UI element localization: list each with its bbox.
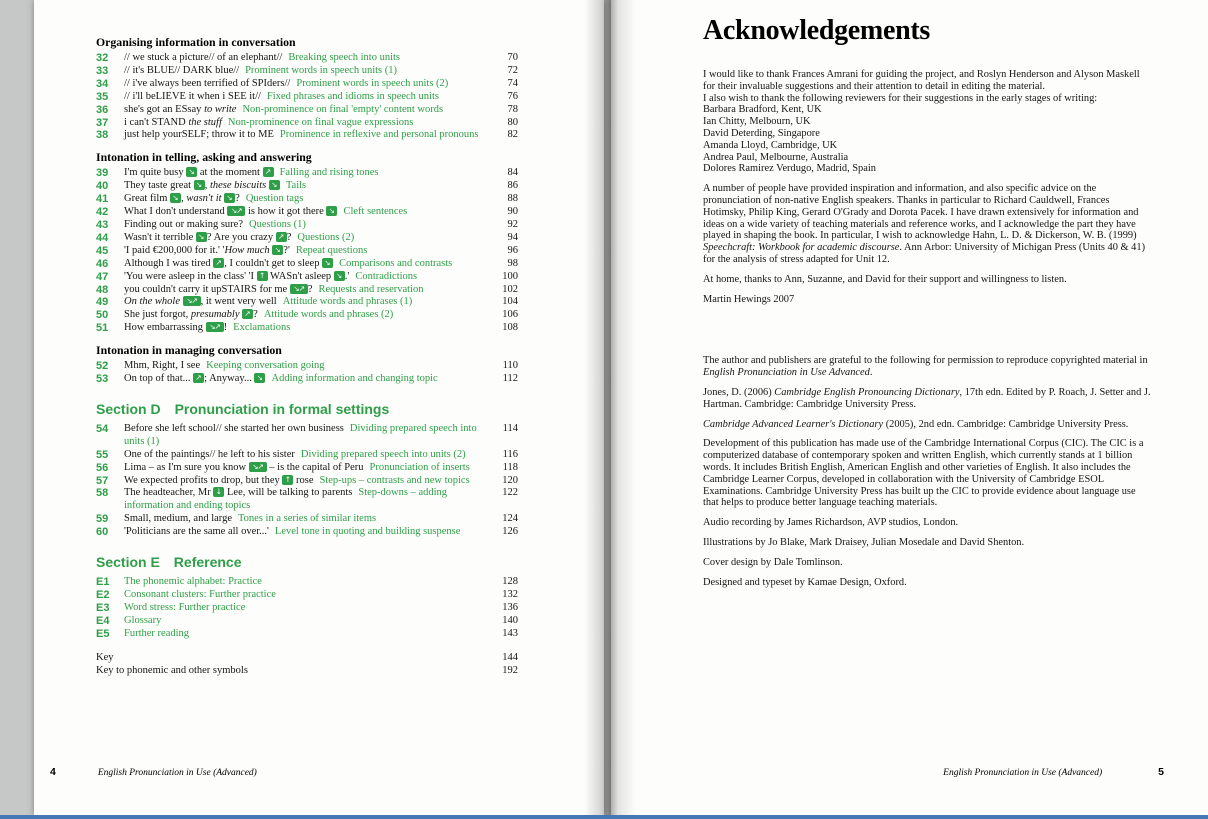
unit-topic: Questions (1) (249, 218, 306, 230)
unit-number: 35 (96, 90, 109, 103)
section-label: Section D (96, 400, 161, 417)
page-number: 82 (507, 129, 518, 141)
unit-entry (124, 206, 492, 219)
unit-entry (124, 78, 492, 91)
unit-example-sentence: On top of that... ↗ ; Anyway... ↘ (124, 373, 265, 384)
unit-entry (124, 219, 492, 232)
unit-topic: Non-prominence on final 'empty' content words (242, 103, 444, 115)
unit-number: 32 (96, 52, 109, 64)
unit-example-sentence: I'm quite busy ↘ at the moment ↗ (124, 167, 274, 178)
unit-number: 49 (96, 296, 109, 309)
page-number: 143 (502, 627, 518, 639)
acknowledgements-paragraph: Development of this publication has made use of the Cambridge International Corpus (CIC). The CIC is a computerized database of contemporary spoken and written English, which currently stands at 1 billion words. It includes British English, American English and other varieties of English. It also includes the Cambridge Learner Corpus, developed in collaboration with the University of Cambridge ESOL Examinations. Cambridge University Press has built up the CIC to provide evidence about language use that helps to produce better language teaching materials. (703, 438, 1144, 509)
unit-entry (124, 284, 492, 297)
section-label: Section E (96, 554, 160, 571)
toc-unit-row (96, 360, 518, 373)
vertical-gap (703, 305, 1153, 347)
unit-entry (124, 487, 492, 513)
unit-example-sentence: The headteacher, Mr ↓ Lee, will be talking to parents (124, 487, 353, 499)
unit-example-sentence: she's got an ESsay to write (124, 103, 237, 115)
page-number: 86 (507, 180, 518, 192)
unit-topic: Breaking speech into units (288, 52, 401, 63)
reference-entry (124, 589, 492, 602)
right-folio-number: 5 (1158, 766, 1164, 778)
unit-topic: Level tone in quoting and building suspense (274, 526, 461, 538)
reference-entry (124, 576, 492, 589)
unit-entry (124, 423, 492, 449)
unit-number: 34 (96, 77, 109, 90)
unit-topic: Comparisons and contrasts (339, 257, 453, 269)
unit-entry (124, 52, 492, 65)
unit-example-sentence: you couldn't carry it upSTAIRS for me ↘↗ ? (124, 283, 313, 295)
page-number: 106 (502, 309, 518, 321)
rising-tone-icon: ↗ (242, 309, 253, 319)
reference-entry (124, 615, 492, 628)
plain-entry: Key to phonemic and other symbols (96, 664, 248, 676)
plain-entry: Key (96, 651, 114, 663)
unit-number: 43 (96, 218, 109, 231)
unit-example-sentence: Great film ↘ , wasn't it ↘ ? (124, 193, 240, 205)
unit-number: 53 (96, 373, 109, 386)
unit-number: E3 (96, 601, 110, 614)
unit-topic: Questions (2) (297, 231, 355, 243)
unit-example-sentence: On the whole ↘↗ , it went very well (124, 296, 277, 308)
unit-topic: Falling and rising tones (279, 167, 379, 179)
unit-entry (124, 373, 492, 386)
italic-text: English Pronunciation in Use Advanced (703, 367, 870, 379)
toc-unit-row (96, 104, 518, 117)
unit-number: 55 (96, 448, 109, 461)
toc-unit-row (96, 232, 518, 245)
falling-tone-icon: ↘ (254, 373, 265, 383)
toc-unit-row (96, 475, 518, 488)
toc-unit-row (96, 219, 518, 232)
toc-unit-row (96, 206, 518, 219)
toc-section-heading (96, 401, 518, 417)
unit-number: 37 (96, 116, 109, 129)
unit-number: 45 (96, 244, 109, 257)
page-number: 108 (502, 322, 518, 334)
toc-unit-row (96, 117, 518, 130)
toc-unit-row (96, 449, 518, 462)
unit-topic: Contradictions (355, 270, 418, 282)
unit-topic: Attitude words and phrases (1) (282, 296, 413, 308)
unit-example-sentence: We expected profits to drop, but they ↑ rose (124, 474, 314, 486)
reviewer-line: Andrea Paul, Melbourne, Australia (703, 151, 849, 163)
reference-topic: The phonemic alphabet: Practice (124, 576, 262, 588)
unit-number: E2 (96, 589, 110, 601)
page-number: 132 (502, 589, 518, 600)
page-number: 84 (507, 167, 518, 179)
left-page (34, 0, 604, 815)
page-number: 80 (507, 116, 518, 128)
falling-tone-icon: ↘ (269, 180, 280, 190)
unit-entry (124, 271, 492, 284)
falling-tone-icon: ↘ (322, 258, 333, 268)
unit-topic: Tones in a series of similar items (238, 513, 377, 525)
unit-entry (124, 180, 492, 193)
reviewer-line: David Deterding, Singapore (703, 127, 820, 139)
italic-text: Cambridge English Pronouncing Dictionary (774, 386, 960, 398)
page-number: 104 (502, 296, 518, 308)
unit-number: 47 (96, 270, 109, 283)
unit-topic: Dividing prepared speech into units (1) (124, 422, 477, 447)
unit-number: E5 (96, 627, 110, 640)
unit-number: 51 (96, 322, 109, 335)
unit-example-sentence: // i'll beLIEVE it when i SEE it// (124, 90, 261, 102)
rising-tone-icon: ↗ (213, 258, 224, 268)
page-number: 112 (502, 373, 518, 385)
falling-tone-icon: ↘ (170, 193, 181, 203)
toc-group-heading: Intonation in managing conversation (96, 343, 282, 358)
page-number: 70 (507, 52, 518, 63)
unit-number: 44 (96, 231, 109, 244)
acknowledgements-section (703, 14, 1153, 588)
unit-number: E1 (96, 576, 110, 589)
page-number: 114 (502, 422, 518, 434)
unit-number: 54 (96, 422, 109, 435)
italic-text: wasn't it (186, 193, 222, 205)
unit-number: 56 (96, 461, 109, 474)
unit-number: 40 (96, 180, 109, 193)
reviewer-line: Amanda Lloyd, Cambridge, UK (703, 139, 838, 151)
unit-example-sentence: How embarrassing ↘↗ ! (124, 322, 228, 334)
unit-topic: Requests and reservation (318, 283, 424, 295)
falling-tone-icon: ↘ (224, 193, 235, 203)
page-number: 122 (502, 487, 518, 499)
step-down-icon: ↓ (213, 487, 224, 497)
toc-plain-row (96, 665, 518, 678)
unit-entry (124, 167, 492, 180)
unit-entry (124, 104, 492, 117)
unit-entry (124, 309, 492, 322)
unit-entry (124, 360, 492, 373)
unit-example-sentence: They taste great ↘ , these biscuits ↘ (124, 180, 280, 191)
right-page (611, 0, 1208, 815)
unit-topic: Prominent words in speech units (2) (296, 77, 449, 89)
unit-number: 38 (96, 129, 109, 142)
toc-unit-row (96, 526, 518, 539)
unit-example-sentence: // it's BLUE// DARK blue// (124, 64, 240, 76)
toc-unit-row (96, 322, 518, 335)
page-number: 74 (507, 77, 518, 89)
unit-entry (124, 245, 492, 258)
page-number: 126 (502, 526, 518, 538)
unit-example-sentence: just help yourSELF; throw it to ME (124, 129, 274, 141)
toc-unit-row (96, 245, 518, 258)
rising-tone-icon: ↗ (276, 232, 287, 242)
page-number: 92 (507, 218, 518, 230)
reference-entry (124, 602, 492, 615)
reviewer-list (703, 104, 1153, 175)
toc-reference-row (96, 589, 518, 602)
unit-entry (124, 129, 492, 142)
unit-example-sentence: One of the paintings// he left to his sister (124, 448, 295, 460)
acknowledgements-paragraph: I also wish to thank the following reviewers for their suggestions in the early stages of writing: (703, 92, 1098, 104)
unit-entry (124, 462, 492, 475)
unit-entry (124, 322, 492, 335)
toc-unit-row (96, 193, 518, 206)
page-number: 118 (502, 461, 518, 473)
step-up-icon: ↑ (257, 271, 268, 281)
toc-reference-row (96, 576, 518, 589)
unit-topic: Cleft sentences (343, 206, 408, 218)
italic-text: these biscuits (209, 180, 267, 192)
toc-plain-row (96, 652, 518, 665)
page-number: 102 (502, 283, 518, 295)
reference-topic: Consonant clusters: Further practice (124, 589, 276, 600)
unit-entry (124, 193, 492, 206)
left-folio-number: 4 (50, 766, 56, 778)
falling-tone-icon: ↘ (194, 180, 205, 190)
section-title: Pronunciation in formal settings (174, 400, 390, 417)
reviewer-line: Dolores Ramirez Verdugo, Madrid, Spain (703, 163, 876, 175)
unit-number: 57 (96, 474, 109, 487)
reference-topic: Glossary (124, 614, 162, 626)
unit-topic: Fixed phrases and idioms in speech units (266, 90, 439, 102)
acknowledgements-title: Acknowledgements (703, 15, 930, 46)
unit-topic: Dividing prepared speech into units (2) (300, 448, 466, 460)
falling-tone-icon: ↘ (334, 271, 345, 281)
page-number: 128 (502, 576, 518, 588)
unit-number: 52 (96, 360, 109, 373)
reference-topic: Further reading (124, 627, 190, 639)
unit-number: 42 (96, 206, 109, 219)
acknowledgements-paragraph: Cover design by Dale Tomlinson. (703, 556, 843, 568)
unit-entry (124, 475, 492, 488)
unit-topic: Step-ups – contrasts and new topics (319, 474, 470, 486)
page-number: 76 (507, 90, 518, 102)
toc-unit-row (96, 271, 518, 284)
unit-example-sentence: Finding out or making sure? (124, 218, 243, 230)
unit-topic: Non-prominence on final vague expressions (227, 116, 414, 128)
unit-example-sentence: She just forgot, presumably ↗ ? (124, 309, 258, 321)
unit-example-sentence: Small, medium, and large (124, 513, 232, 525)
right-running-title: English Pronunciation in Use (Advanced) (943, 768, 1103, 778)
unit-number: 58 (96, 487, 109, 500)
unit-number: 60 (96, 526, 109, 539)
toc-unit-row (96, 129, 518, 142)
page-number: 136 (502, 601, 518, 613)
page-number: 96 (507, 244, 518, 256)
unit-topic: Attitude words and phrases (2) (263, 309, 394, 321)
unit-number: 39 (96, 167, 109, 180)
toc-unit-row (96, 296, 518, 309)
unit-number: 48 (96, 283, 109, 296)
toc-unit-row (96, 52, 518, 65)
page-number: 116 (502, 448, 518, 460)
unit-entry (124, 258, 492, 271)
unit-example-sentence: i can't STAND the stuff (124, 116, 222, 128)
unit-example-sentence: Mhm, Right, I see (124, 360, 201, 372)
italic-text: presumably (190, 309, 240, 321)
italic-text: On the whole (124, 296, 180, 308)
table-of-contents (96, 36, 518, 677)
unit-example-sentence: 'I paid €200,000 for it.' 'How much ↘ ?' (124, 244, 290, 256)
unit-example-sentence: // i've always been terrified of SPIders// (124, 77, 291, 89)
page-number: 110 (502, 360, 518, 372)
toc-group-heading: Organising information in conversation (96, 35, 296, 49)
unit-number: 41 (96, 193, 109, 206)
unit-topic: Adding information and changing topic (271, 373, 438, 385)
unit-number: E4 (96, 614, 110, 627)
left-running-title: English Pronunciation in Use (Advanced) (97, 768, 257, 778)
toc-unit-row (96, 513, 518, 526)
italic-text: to write (204, 103, 237, 115)
unit-topic: Tails (285, 180, 307, 192)
right-page-footer (611, 766, 1208, 778)
toc-unit-row (96, 167, 518, 180)
toc-unit-row (96, 180, 518, 193)
acknowledgements-paragraph: Cambridge Advanced Learner's Dictionary (2005), 2nd edn. Cambridge: Cambridge University Press. (703, 418, 1129, 430)
falling-tone-icon: ↘ (186, 167, 197, 177)
unit-entry (124, 449, 492, 462)
toc-unit-row (96, 309, 518, 322)
unit-topic: Repeat questions (295, 244, 368, 256)
unit-topic: Question tags (245, 193, 304, 205)
unit-topic: Pronunciation of inserts (369, 461, 470, 473)
unit-example-sentence: Before she left school// she started her own business (124, 422, 344, 434)
acknowledgements-paragraph: Illustrations by Jo Blake, Mark Draisey, Julian Mosedale and David Shenton. (703, 536, 1025, 548)
unit-example-sentence: // we stuck a picture// of an elephant// (124, 52, 283, 63)
unit-topic: Exclamations (233, 322, 291, 334)
italic-text: the stuff (188, 116, 222, 128)
toc-reference-row (96, 602, 518, 615)
fall-rise-tone-icon: ↘↗ (183, 296, 201, 306)
acknowledgements-paragraph: I would like to thank Frances Amrani for guiding the project, and Roslyn Henderson and Alyson Maskell for their invaluable suggestions and their attention to detail in editing the material. (703, 69, 1140, 92)
page-number: 100 (502, 270, 518, 282)
toc-unit-row (96, 284, 518, 297)
acknowledgements-paragraph: Jones, D. (2006) Cambridge English Pronouncing Dictionary, 17th edn. Edited by P. Roach, J. Setter and J. Hartman. Cambridge: Cambridge University Press. (703, 386, 1151, 410)
page-number: 140 (502, 614, 518, 626)
unit-topic: Keeping conversation going (206, 360, 325, 372)
reviewer-line: Ian Chitty, Melbourn, UK (703, 116, 811, 128)
unit-topic: Step-downs – adding information and ending topics (124, 487, 448, 512)
unit-example-sentence: What I don't understand ↘↗ is how it got there ↘ (124, 206, 337, 217)
page-number: 88 (507, 193, 518, 205)
unit-number: 46 (96, 257, 109, 270)
rising-tone-icon: ↗ (193, 373, 204, 383)
acknowledgements-paragraph: The author and publishers are grateful to the following for permission to reproduce copyrighted material in English Pronunciation in Use Advanced. (703, 355, 1148, 379)
page-number: 124 (502, 513, 518, 525)
falling-tone-icon: ↘ (326, 206, 337, 216)
unit-entry (124, 65, 492, 78)
unit-entry (124, 296, 492, 309)
acknowledgements-paragraph: At home, thanks to Ann, Suzanne, and David for their support and willingness to listen. (703, 273, 1067, 285)
page-number: 78 (507, 103, 518, 115)
toc-unit-row (96, 78, 518, 91)
page-number: 94 (507, 231, 518, 243)
unit-number: 59 (96, 513, 109, 526)
section-title: Reference (173, 554, 242, 571)
unit-topic: Prominent words in speech units (1) (245, 64, 397, 76)
step-up-icon: ↑ (282, 475, 293, 485)
italic-text: How much (224, 244, 270, 256)
toc-unit-row (96, 487, 518, 513)
unit-entry (124, 232, 492, 245)
page-number: 72 (507, 64, 518, 76)
unit-entry (124, 526, 492, 539)
toc-unit-row (96, 91, 518, 104)
toc-reference-row (96, 628, 518, 641)
unit-number: 36 (96, 103, 109, 116)
reference-entry (124, 628, 492, 641)
unit-topic: Prominence in reflexive and personal pronouns (279, 129, 479, 141)
toc-unit-row (96, 423, 518, 449)
toc-unit-row (96, 65, 518, 78)
unit-example-sentence: 'You were asleep in the class' 'I ↑ WASn't asleep ↘ .' (124, 270, 350, 282)
toc-group-heading: Intonation in telling, asking and answering (96, 150, 312, 165)
unit-entry (124, 117, 492, 130)
falling-tone-icon: ↘ (196, 232, 207, 242)
page-number: 192 (502, 664, 518, 676)
toc-section-heading (96, 554, 518, 570)
fall-rise-tone-icon: ↘↗ (206, 322, 224, 332)
fall-rise-tone-icon: ↘↗ (249, 462, 267, 472)
bottom-border-rule (0, 815, 1208, 819)
falling-tone-icon: ↘ (272, 245, 283, 255)
acknowledgements-paragraph: A number of people have provided inspiration and information, and also specific advice on the pronunciation of non-native English speakers. Thanks in particular to Richard Cauldwell, Frances Hotimsky, Philip King, Gerard O'Grady and Dorota Pacek. I have drawn extensively for information and ideas on a wide variety of teaching materials and reference works, and I acknowledge the part they have played in shaping the book. In particular, I wish to acknowledge Hahn, L. D. & Dickerson, W. B. (1999) Speechcraft: Workbook for academic discourse. Ann Arbor: University of Michigan Press (Units 40 & 41) for the analysis of stress adapted for Unit 12. (703, 183, 1146, 265)
italic-text: Cambridge Advanced Learner's Dictionary (703, 418, 884, 430)
italic-text: Speechcraft: Workbook for academic discourse (703, 242, 900, 254)
acknowledgements-body (703, 69, 1153, 588)
page-number: 90 (507, 206, 518, 218)
page-number: 120 (502, 474, 518, 486)
toc-unit-row (96, 258, 518, 271)
rising-tone-icon: ↗ (263, 167, 274, 177)
left-page-footer (34, 766, 604, 778)
reference-topic: Word stress: Further practice (124, 601, 246, 613)
unit-example-sentence: 'Politicians are the same all over...' (124, 526, 269, 538)
fall-rise-tone-icon: ↘↗ (227, 206, 245, 216)
toc-unit-row (96, 373, 518, 386)
unit-example-sentence: Lima – as I'm sure you know ↘↗ – is the capital of Peru (124, 461, 364, 473)
fall-rise-tone-icon: ↘↗ (290, 284, 308, 294)
unit-example-sentence: Wasn't it terrible ↘ ? Are you crazy ↗ ? (124, 231, 292, 243)
page-number: 98 (507, 257, 518, 269)
toc-unit-row (96, 462, 518, 475)
unit-number: 33 (96, 64, 109, 77)
reviewer-line: Barbara Bradford, Kent, UK (703, 104, 822, 116)
acknowledgements-paragraph: Martin Hewings 2007 (703, 293, 795, 305)
page-number: 144 (502, 651, 518, 663)
unit-entry (124, 91, 492, 104)
acknowledgements-paragraph: Audio recording by James Richardson, AVP studios, London. (703, 517, 959, 529)
unit-number: 50 (96, 309, 109, 322)
unit-entry (124, 513, 492, 526)
acknowledgements-paragraph: Designed and typeset by Kamae Design, Oxford. (703, 576, 907, 588)
toc-reference-row (96, 615, 518, 628)
unit-example-sentence: Although I was tired ↗ , I couldn't get to sleep ↘ (124, 258, 333, 269)
